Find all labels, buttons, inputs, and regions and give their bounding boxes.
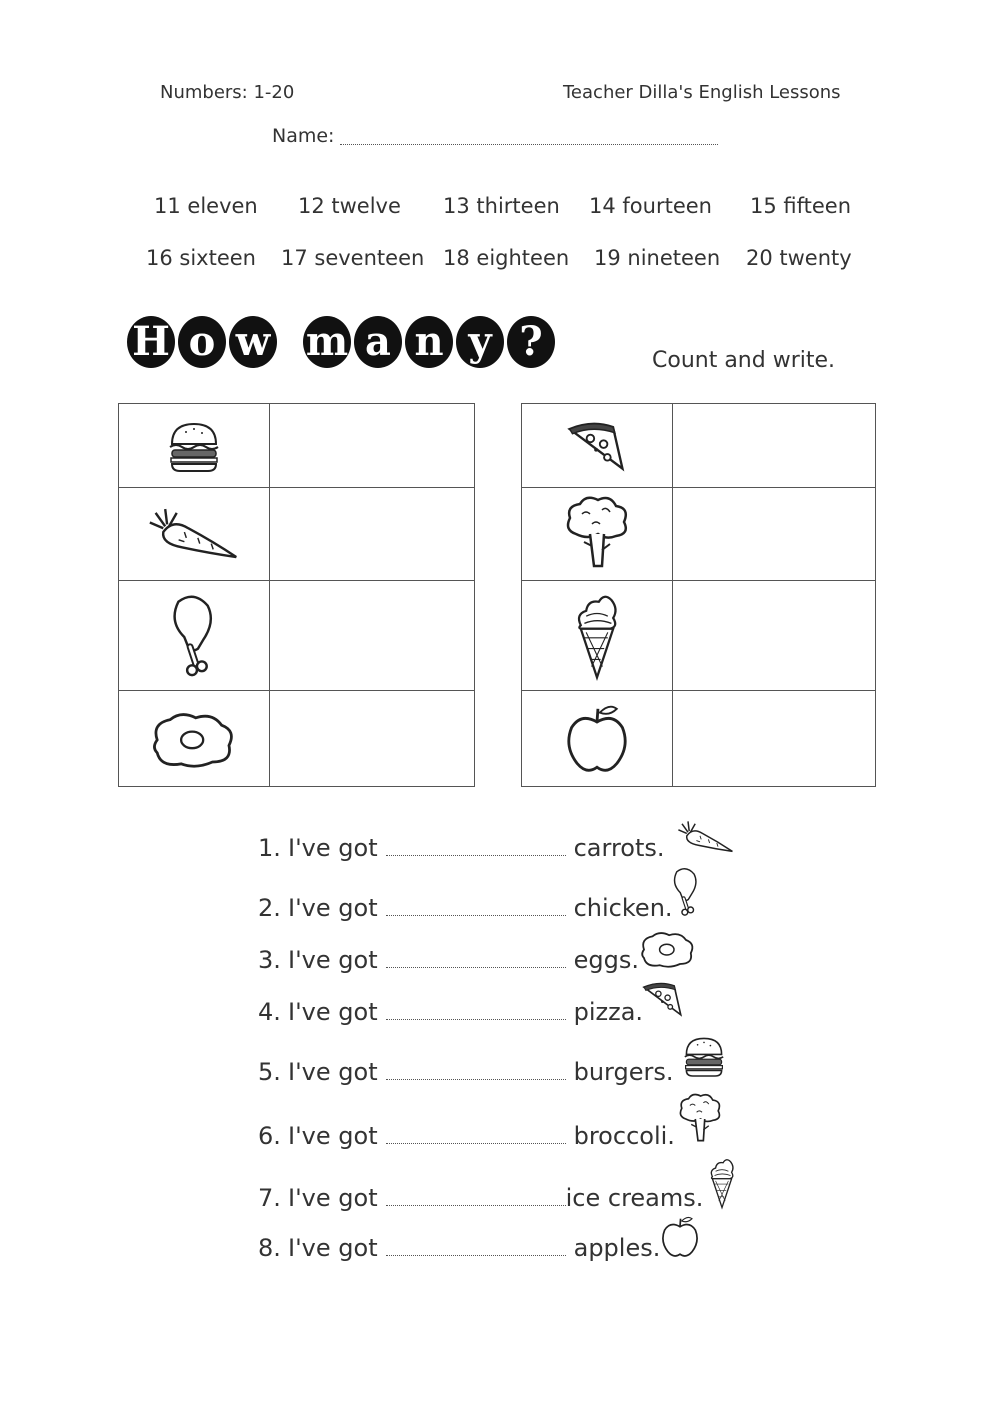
title-letter: H xyxy=(127,316,175,368)
instruction: Count and write. xyxy=(652,348,836,373)
title-space xyxy=(280,316,300,368)
apple-icon xyxy=(660,1214,700,1260)
sentence-number: 8. xyxy=(258,1234,281,1262)
answer-blank[interactable] xyxy=(386,967,566,968)
sentence-item: broccoli. xyxy=(573,1122,675,1150)
sentence-number: 2. xyxy=(258,894,281,922)
number-word: 14 fourteen xyxy=(589,194,712,218)
answer-cell[interactable] xyxy=(270,404,475,488)
answer-cell[interactable] xyxy=(270,488,475,581)
answer-blank[interactable] xyxy=(386,1079,566,1080)
worksheet-topic: Numbers: 1-20 xyxy=(160,82,295,103)
sentence-row xyxy=(258,1234,660,1262)
worksheet-author: Teacher Dilla's English Lessons xyxy=(563,82,841,103)
number-word: 19 nineteen xyxy=(594,246,721,270)
answer-cell[interactable] xyxy=(673,581,876,691)
ice-cream-icon xyxy=(706,1156,738,1210)
burger-icon xyxy=(119,416,269,476)
answer-blank[interactable] xyxy=(386,1019,566,1020)
number-word: 20 twenty xyxy=(746,246,852,270)
sentence-number: 7. xyxy=(258,1184,281,1212)
name-field[interactable] xyxy=(340,130,718,145)
burger-icon xyxy=(680,1032,728,1080)
sentence-row xyxy=(258,1058,674,1086)
sentence-text: I've got xyxy=(288,946,378,974)
number-word: 18 eighteen xyxy=(443,246,570,270)
page-title xyxy=(127,316,555,368)
answer-cell[interactable] xyxy=(270,691,475,787)
sentence-number: 1. xyxy=(258,834,281,862)
number-word: 11 eleven xyxy=(154,194,258,218)
sentence-row xyxy=(258,834,665,862)
sentence-number: 3. xyxy=(258,946,281,974)
sentence-item: eggs. xyxy=(573,946,639,974)
sentence-text: I've got xyxy=(288,998,378,1026)
pizza-icon xyxy=(640,978,686,1020)
title-letter: a xyxy=(354,316,402,368)
sentence-number: 4. xyxy=(258,998,281,1026)
answer-blank[interactable] xyxy=(386,1255,566,1256)
fried-egg-icon xyxy=(119,706,269,772)
name-label: Name: xyxy=(272,125,335,147)
sentence-item: burgers. xyxy=(573,1058,674,1086)
title-letter: w xyxy=(229,316,277,368)
title-letter: m xyxy=(303,316,351,368)
sentence-number: 6. xyxy=(258,1122,281,1150)
answer-cell[interactable] xyxy=(673,488,876,581)
number-word: 12 twelve xyxy=(298,194,401,218)
sentence-text: I've got xyxy=(288,1122,378,1150)
sentence-item: carrots. xyxy=(573,834,665,862)
sentence-row xyxy=(258,946,639,974)
answer-blank[interactable] xyxy=(386,1205,566,1206)
chicken-leg-icon xyxy=(668,866,704,918)
apple-icon xyxy=(522,701,672,777)
chicken-leg-icon xyxy=(119,592,269,680)
sentence-item: chicken. xyxy=(573,894,673,922)
answer-cell[interactable] xyxy=(673,404,876,488)
sentence-item: ice creams. xyxy=(565,1184,704,1212)
number-word: 17 seventeen xyxy=(281,246,425,270)
sentence-number: 5. xyxy=(258,1058,281,1086)
answer-blank[interactable] xyxy=(386,915,566,916)
answer-blank[interactable] xyxy=(386,1143,566,1144)
sentence-text: I've got xyxy=(288,1234,378,1262)
sentence-row xyxy=(258,894,673,922)
title-letter: n xyxy=(405,316,453,368)
sentence-item: pizza. xyxy=(573,998,644,1026)
sentence-item: apples. xyxy=(573,1234,661,1262)
broccoli-icon xyxy=(522,494,672,574)
number-word: 16 sixteen xyxy=(146,246,256,270)
number-word: 13 thirteen xyxy=(443,194,560,218)
title-letter: ? xyxy=(507,316,555,368)
carrot-icon xyxy=(676,816,736,858)
sentence-row xyxy=(258,1184,703,1212)
answer-cell[interactable] xyxy=(673,691,876,787)
sentence-row xyxy=(258,998,643,1026)
sentence-text: I've got xyxy=(288,1058,378,1086)
title-letter: o xyxy=(178,316,226,368)
sentence-text: I've got xyxy=(288,1184,378,1212)
sentence-text: I've got xyxy=(288,894,378,922)
carrot-icon xyxy=(119,504,269,564)
sentence-text: I've got xyxy=(288,834,378,862)
number-word: 15 fifteen xyxy=(750,194,852,218)
count-table-right xyxy=(521,403,876,787)
count-table-left xyxy=(118,403,475,787)
ice-cream-icon xyxy=(522,591,672,681)
broccoli-icon xyxy=(676,1092,724,1146)
answer-cell[interactable] xyxy=(270,581,475,691)
pizza-icon xyxy=(522,417,672,475)
answer-blank[interactable] xyxy=(386,855,566,856)
title-letter: y xyxy=(456,316,504,368)
sentence-row xyxy=(258,1122,675,1150)
fried-egg-icon xyxy=(638,928,698,970)
